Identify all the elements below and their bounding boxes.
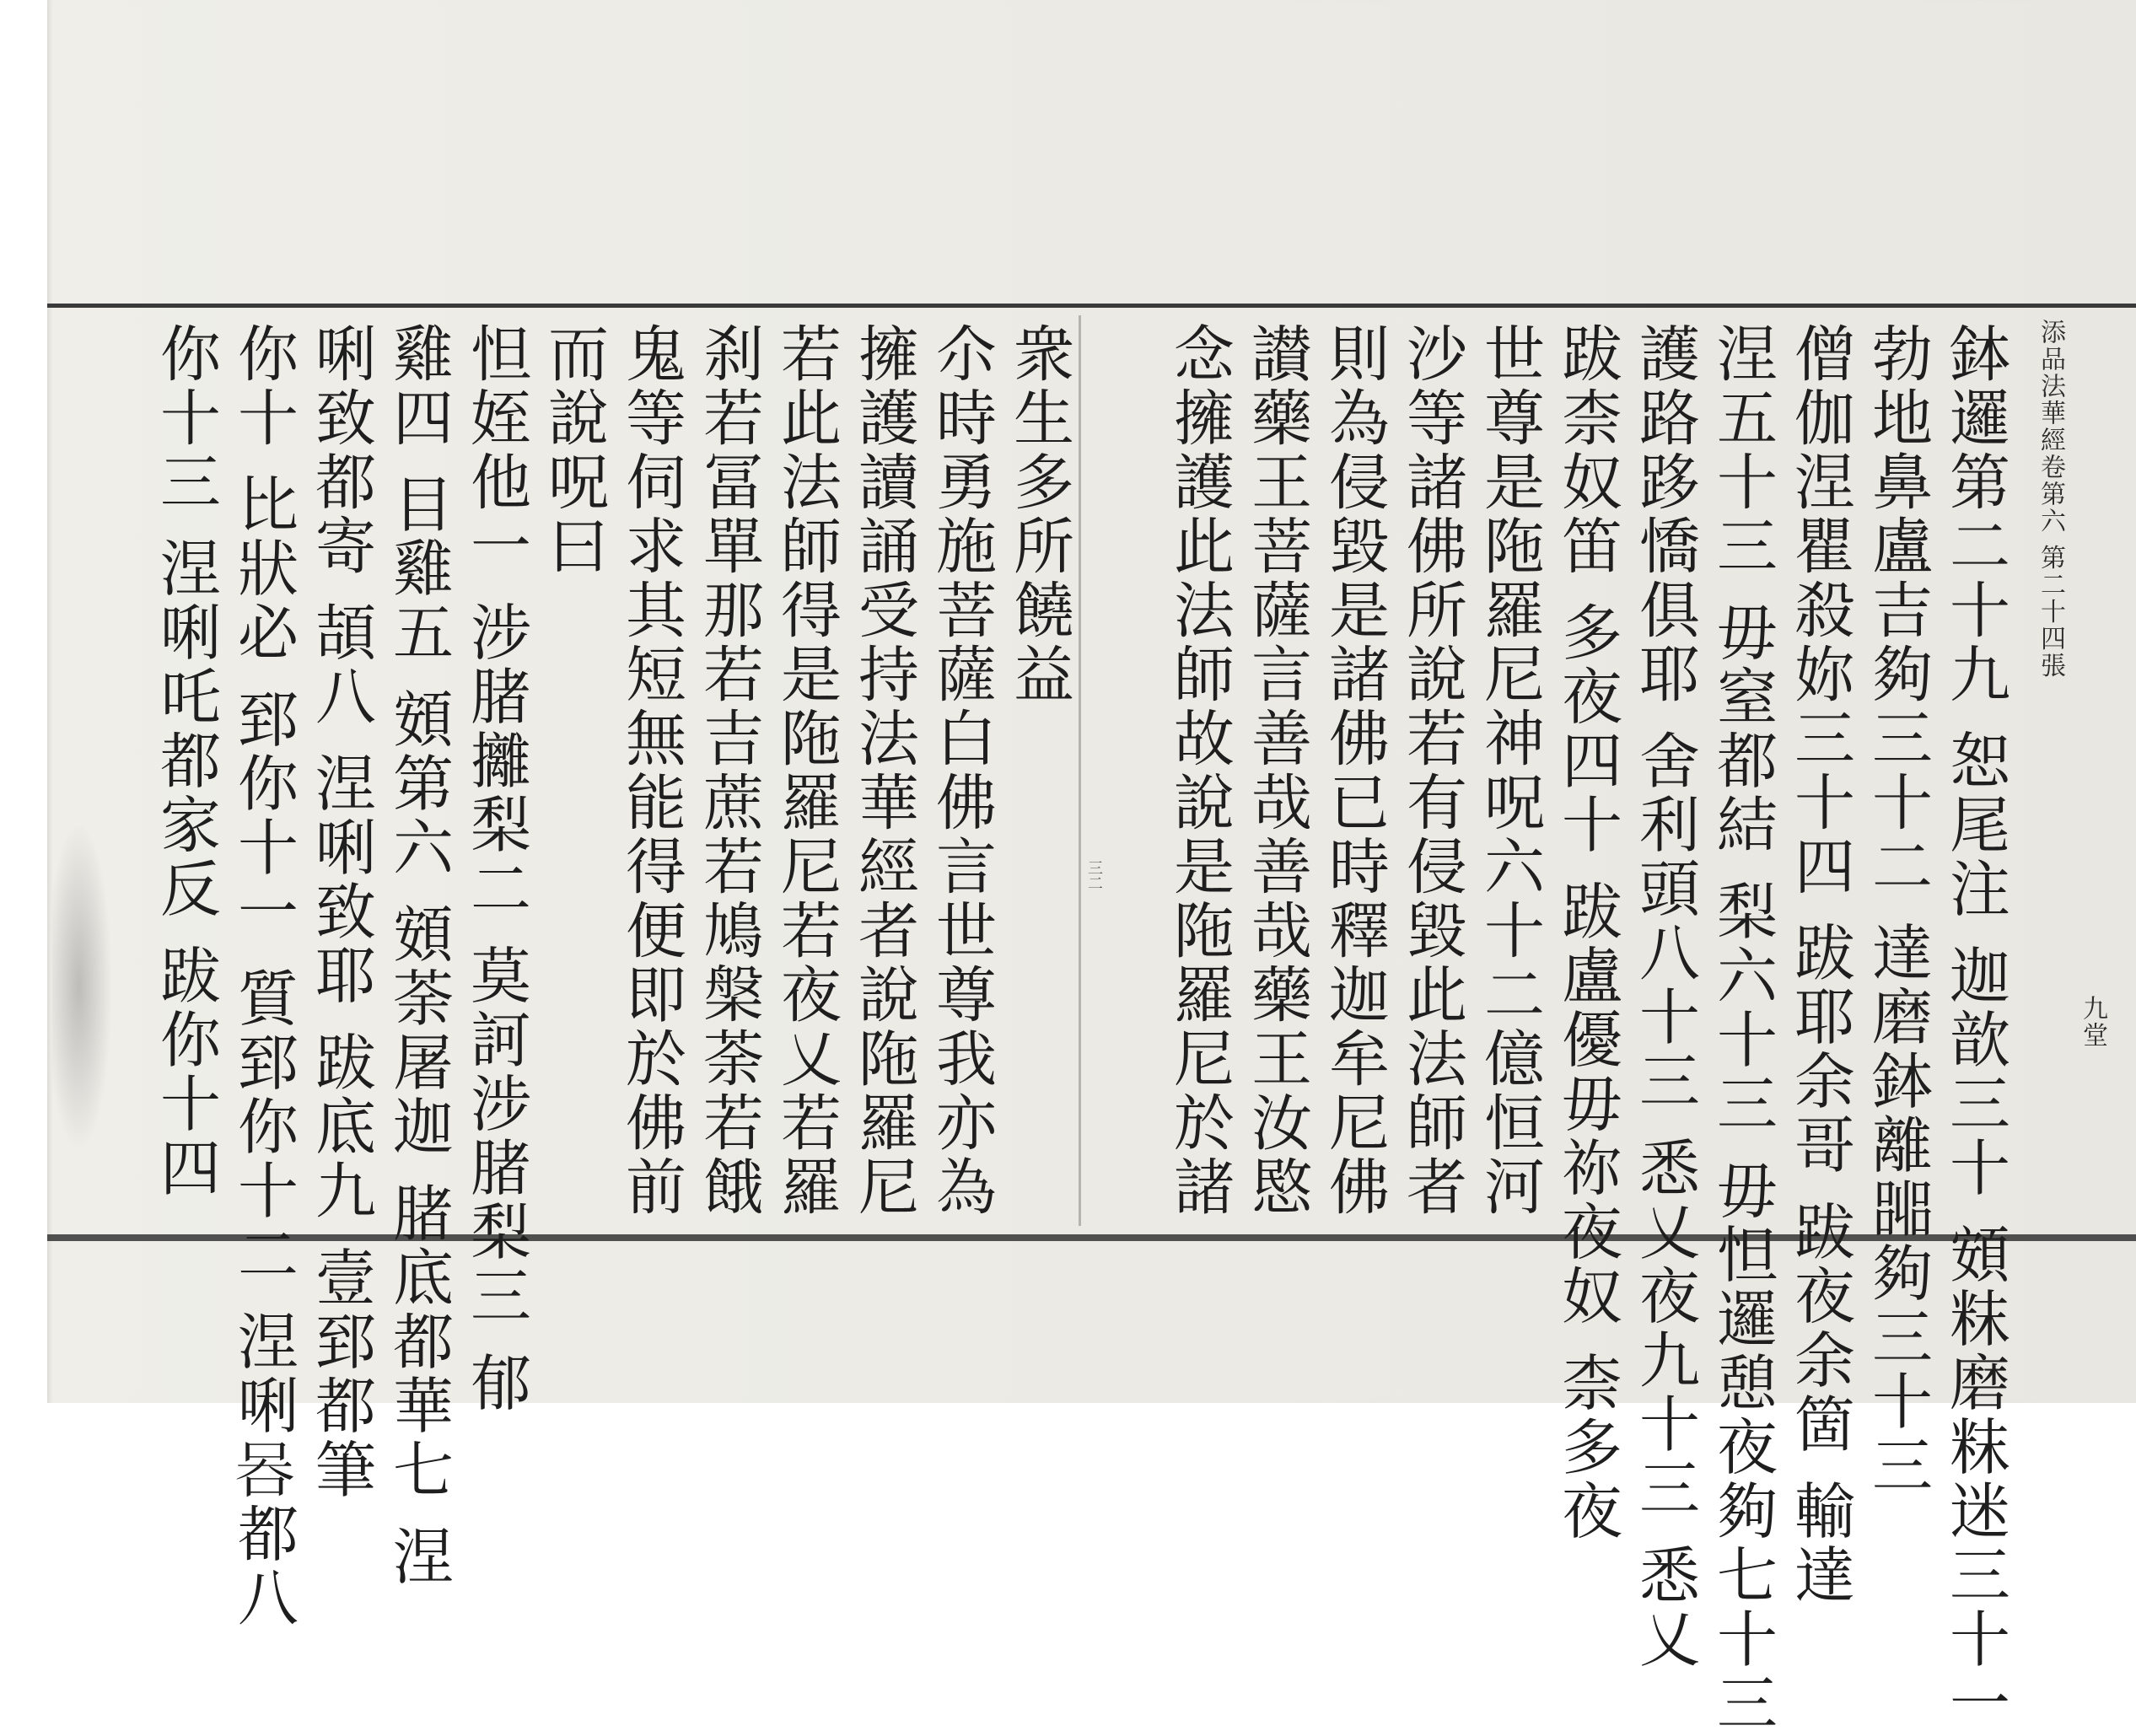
text-column: 而說呪曰: [538, 322, 609, 578]
text-column: 跋柰奴笛 多夜四十 跋盧優毋祢夜奴 柰多夜: [1552, 322, 1622, 1544]
volume-header-note: 添品法華經卷第六 第二十四張: [2036, 319, 2065, 680]
text-column: 護路跢憍俱耶 舍利頭八十三 悉乂夜九十三 悉乂: [1629, 322, 1700, 1672]
text-column: 刹若冨單那若吉蔗若鳩槃荼若餓: [693, 322, 764, 1219]
ink-smudge: [52, 826, 111, 1147]
center-fold-line: [1079, 315, 1081, 1226]
text-block: [47, 304, 2136, 1736]
text-column: 鬼等伺求其短無能得便即於佛前: [616, 322, 686, 1219]
text-column: 涅五十三 毋窒都結 梨六十三 毋怛邏憩夜夠七十三: [1707, 322, 1778, 1736]
text-column: 念擁護此法師故說是陁羅尼於諸: [1164, 322, 1235, 1219]
text-column: 若此法師得是陁羅尼若夜乂若羅: [771, 322, 842, 1219]
text-column: 世尊是陁羅尼神呪六十二億恒河: [1474, 322, 1545, 1219]
text-column: 尒時勇施菩薩白佛言世尊我亦為: [926, 322, 997, 1219]
text-column: 勃地鼻盧吉夠三十二 達磨鉢離嘂夠三十三: [1862, 322, 1933, 1498]
text-column: 鉢邏第二十九 恕尾注 迦歆三十 頞粖磨粖迷三十一: [1940, 322, 2010, 1736]
text-column: 讃藥王菩薩言善哉善哉藥王汝愍: [1241, 322, 1312, 1219]
text-column: 衆生多所饒益: [1003, 322, 1074, 707]
text-column: 則為侵毀是諸佛已時釋迦牟尼佛: [1319, 322, 1390, 1219]
margin-folio-note: 九堂: [2078, 995, 2107, 1049]
text-column: 僧伽涅瞿殺妳三十四 跋耶余哥 跋夜余箇 輸達: [1784, 322, 1855, 1608]
text-column: 唎致都寄 頡八 涅唎致耶 跋底九 壹郅都筆: [305, 322, 376, 1502]
scripture-page: [47, 0, 2136, 1736]
top-border-rule: [47, 304, 2136, 308]
text-column: 你十三 涅唎吒都家反 跋你十四: [150, 322, 221, 1201]
text-column: 怛姪他一 涉䐗攡梨二 莫訶涉䐗梨三 郁: [460, 322, 531, 1416]
text-column: 沙等諸佛所說若有侵毀此法師者: [1396, 322, 1467, 1219]
text-column: 雞四 目雞五 頞第六 頞荼屠迦 䐗底都華七 涅: [383, 322, 454, 1589]
text-column: 擁護讀誦受持法華經者說陁羅尼: [848, 322, 919, 1219]
fold-mark: 三二: [1085, 860, 1103, 890]
text-column: 你十 比狀必 郅你十一 質郅你十二 涅唎𠱑都八: [228, 322, 299, 1631]
